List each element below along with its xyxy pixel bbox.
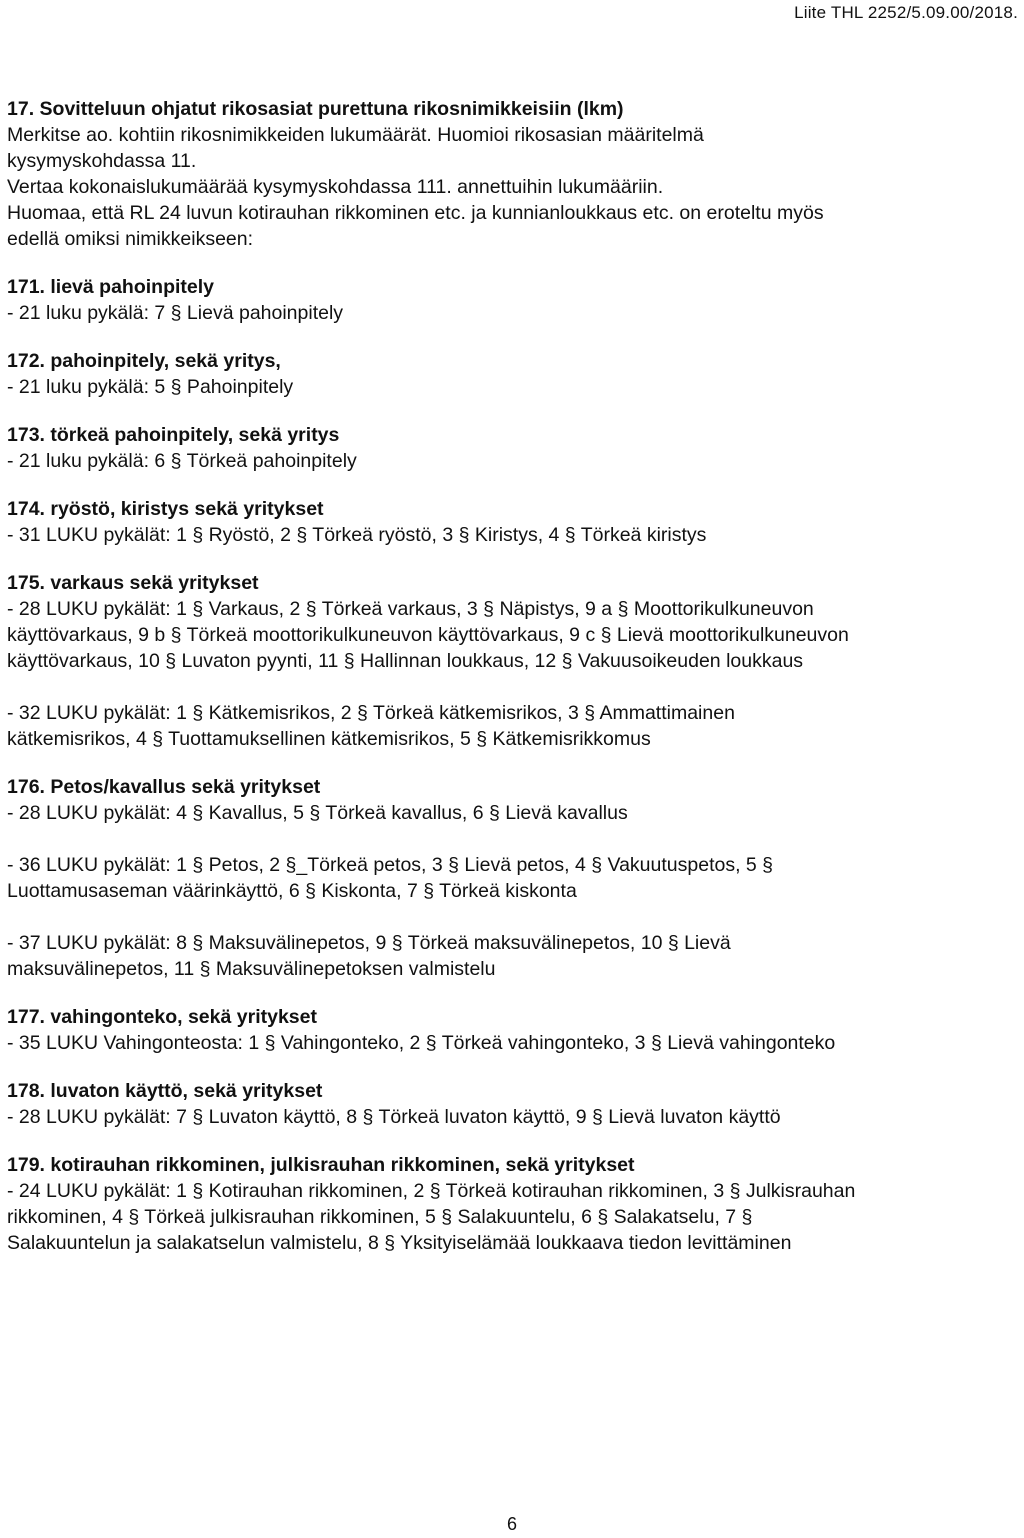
section-text-line: Luottamusaseman väärinkäyttö, 6 § Kiskonta, 7 § Törkeä kiskonta (7, 880, 577, 902)
section-text-line: - 37 LUKU pykälät: 8 § Maksuvälinepetos, 9 § Törkeä maksuvälinepetos, 10 § Lievä (7, 932, 731, 954)
section-text-line: - 21 luku pykälä: 6 § Törkeä pahoinpitely (7, 450, 357, 472)
section-title: 175. varkaus sekä yritykset (7, 572, 259, 594)
section-title: 179. kotirauhan rikkominen, julkisrauhan rikkominen, sekä yritykset (7, 1154, 635, 1176)
document-reference: Liite THL 2252/5.09.00/2018. (794, 3, 1018, 22)
section-text-line: - 28 LUKU pykälät: 1 § Varkaus, 2 § Törkeä varkaus, 3 § Näpistys, 9 a § Moottorikulkuneuvon (7, 598, 814, 620)
section-title: 176. Petos/kavallus sekä yritykset (7, 776, 321, 798)
section-text-line: - 21 luku pykälä: 7 § Lievä pahoinpitely (7, 302, 344, 324)
section-text-line: - 36 LUKU pykälät: 1 § Petos, 2 §_Törkeä petos, 3 § Lievä petos, 4 § Vakuutuspetos, 5 § (7, 854, 774, 876)
section-text-line: Salakuuntelun ja salakatselun valmistelu, 8 § Yksityiselämää loukkaava tiedon levittäminen (7, 1232, 792, 1254)
page-number: 6 (506, 1514, 517, 1534)
section-title: 174. ryöstö, kiristys sekä yritykset (7, 498, 324, 520)
intro-line: Huomaa, että RL 24 luvun kotirauhan rikkominen etc. ja kunnianloukkaus etc. on eroteltu myös (7, 202, 824, 224)
section-title: 178. luvaton käyttö, sekä yritykset (7, 1080, 323, 1102)
section-text-line: - 21 luku pykälä: 5 § Pahoinpitely (7, 376, 294, 398)
section-title: 173. törkeä pahoinpitely, sekä yritys (7, 424, 340, 446)
section-text-line: rikkominen, 4 § Törkeä julkisrauhan rikkominen, 5 § Salakuuntelu, 6 § Salakatselu, 7 § (7, 1206, 753, 1228)
section-text-line: - 28 LUKU pykälät: 4 § Kavallus, 5 § Törkeä kavallus, 6 § Lievä kavallus (7, 802, 628, 824)
intro-line: kysymyskohdassa 11. (7, 150, 197, 172)
offence-list (7, 252, 1021, 1256)
document-body (7, 96, 1021, 1256)
section-text-line: maksuvälinepetos, 11 § Maksuvälinepetoksen valmistelu (7, 958, 496, 980)
section-text-line: - 35 LUKU Vahingonteosta: 1 § Vahingonteko, 2 § Törkeä vahingonteko, 3 § Lievä vahingonteko (7, 1032, 836, 1054)
intro-line: Merkitse ao. kohtiin rikosnimikkeiden lukumäärät. Huomioi rikosasian määritelmä (7, 124, 704, 146)
intro-line: Vertaa kokonaislukumäärää kysymyskohdassa 111. annettuihin lukumääriin. (7, 176, 664, 198)
section-title: 172. pahoinpitely, sekä yritys, (7, 350, 281, 372)
section-text-line: käyttövarkaus, 9 b § Törkeä moottorikulkuneuvon käyttövarkaus, 9 c § Lievä moottorikulkuneuvon (7, 624, 849, 646)
section-text-line: - 31 LUKU pykälät: 1 § Ryöstö, 2 § Törkeä ryöstö, 3 § Kiristys, 4 § Törkeä kiristys (7, 524, 707, 546)
section-title: 171. lievä pahoinpitely (7, 276, 214, 298)
section-text-line: - 24 LUKU pykälät: 1 § Kotirauhan rikkominen, 2 § Törkeä kotirauhan rikkominen, 3 § Julkisrauhan (7, 1180, 856, 1202)
section-text-line: - 32 LUKU pykälät: 1 § Kätkemisrikos, 2 § Törkeä kätkemisrikos, 3 § Ammattimainen (7, 702, 735, 724)
question-title: 17. Sovitteluun ohjatut rikosasiat purettuna rikosnimikkeisiin (lkm) (7, 98, 624, 120)
intro-line: edellä omiksi nimikkeikseen: (7, 228, 254, 250)
section-text-line: - 28 LUKU pykälät: 7 § Luvaton käyttö, 8 § Törkeä luvaton käyttö, 9 § Lievä luvaton käyttö (7, 1106, 781, 1128)
section-text-line: kätkemisrikos, 4 § Tuottamuksellinen kätkemisrikos, 5 § Kätkemisrikkomus (7, 728, 651, 750)
section-title: 177. vahingonteko, sekä yritykset (7, 1006, 317, 1028)
section-text-line: käyttövarkaus, 10 § Luvaton pyynti, 11 § Hallinnan loukkaus, 12 § Vakuusoikeuden loukkaus (7, 650, 804, 672)
